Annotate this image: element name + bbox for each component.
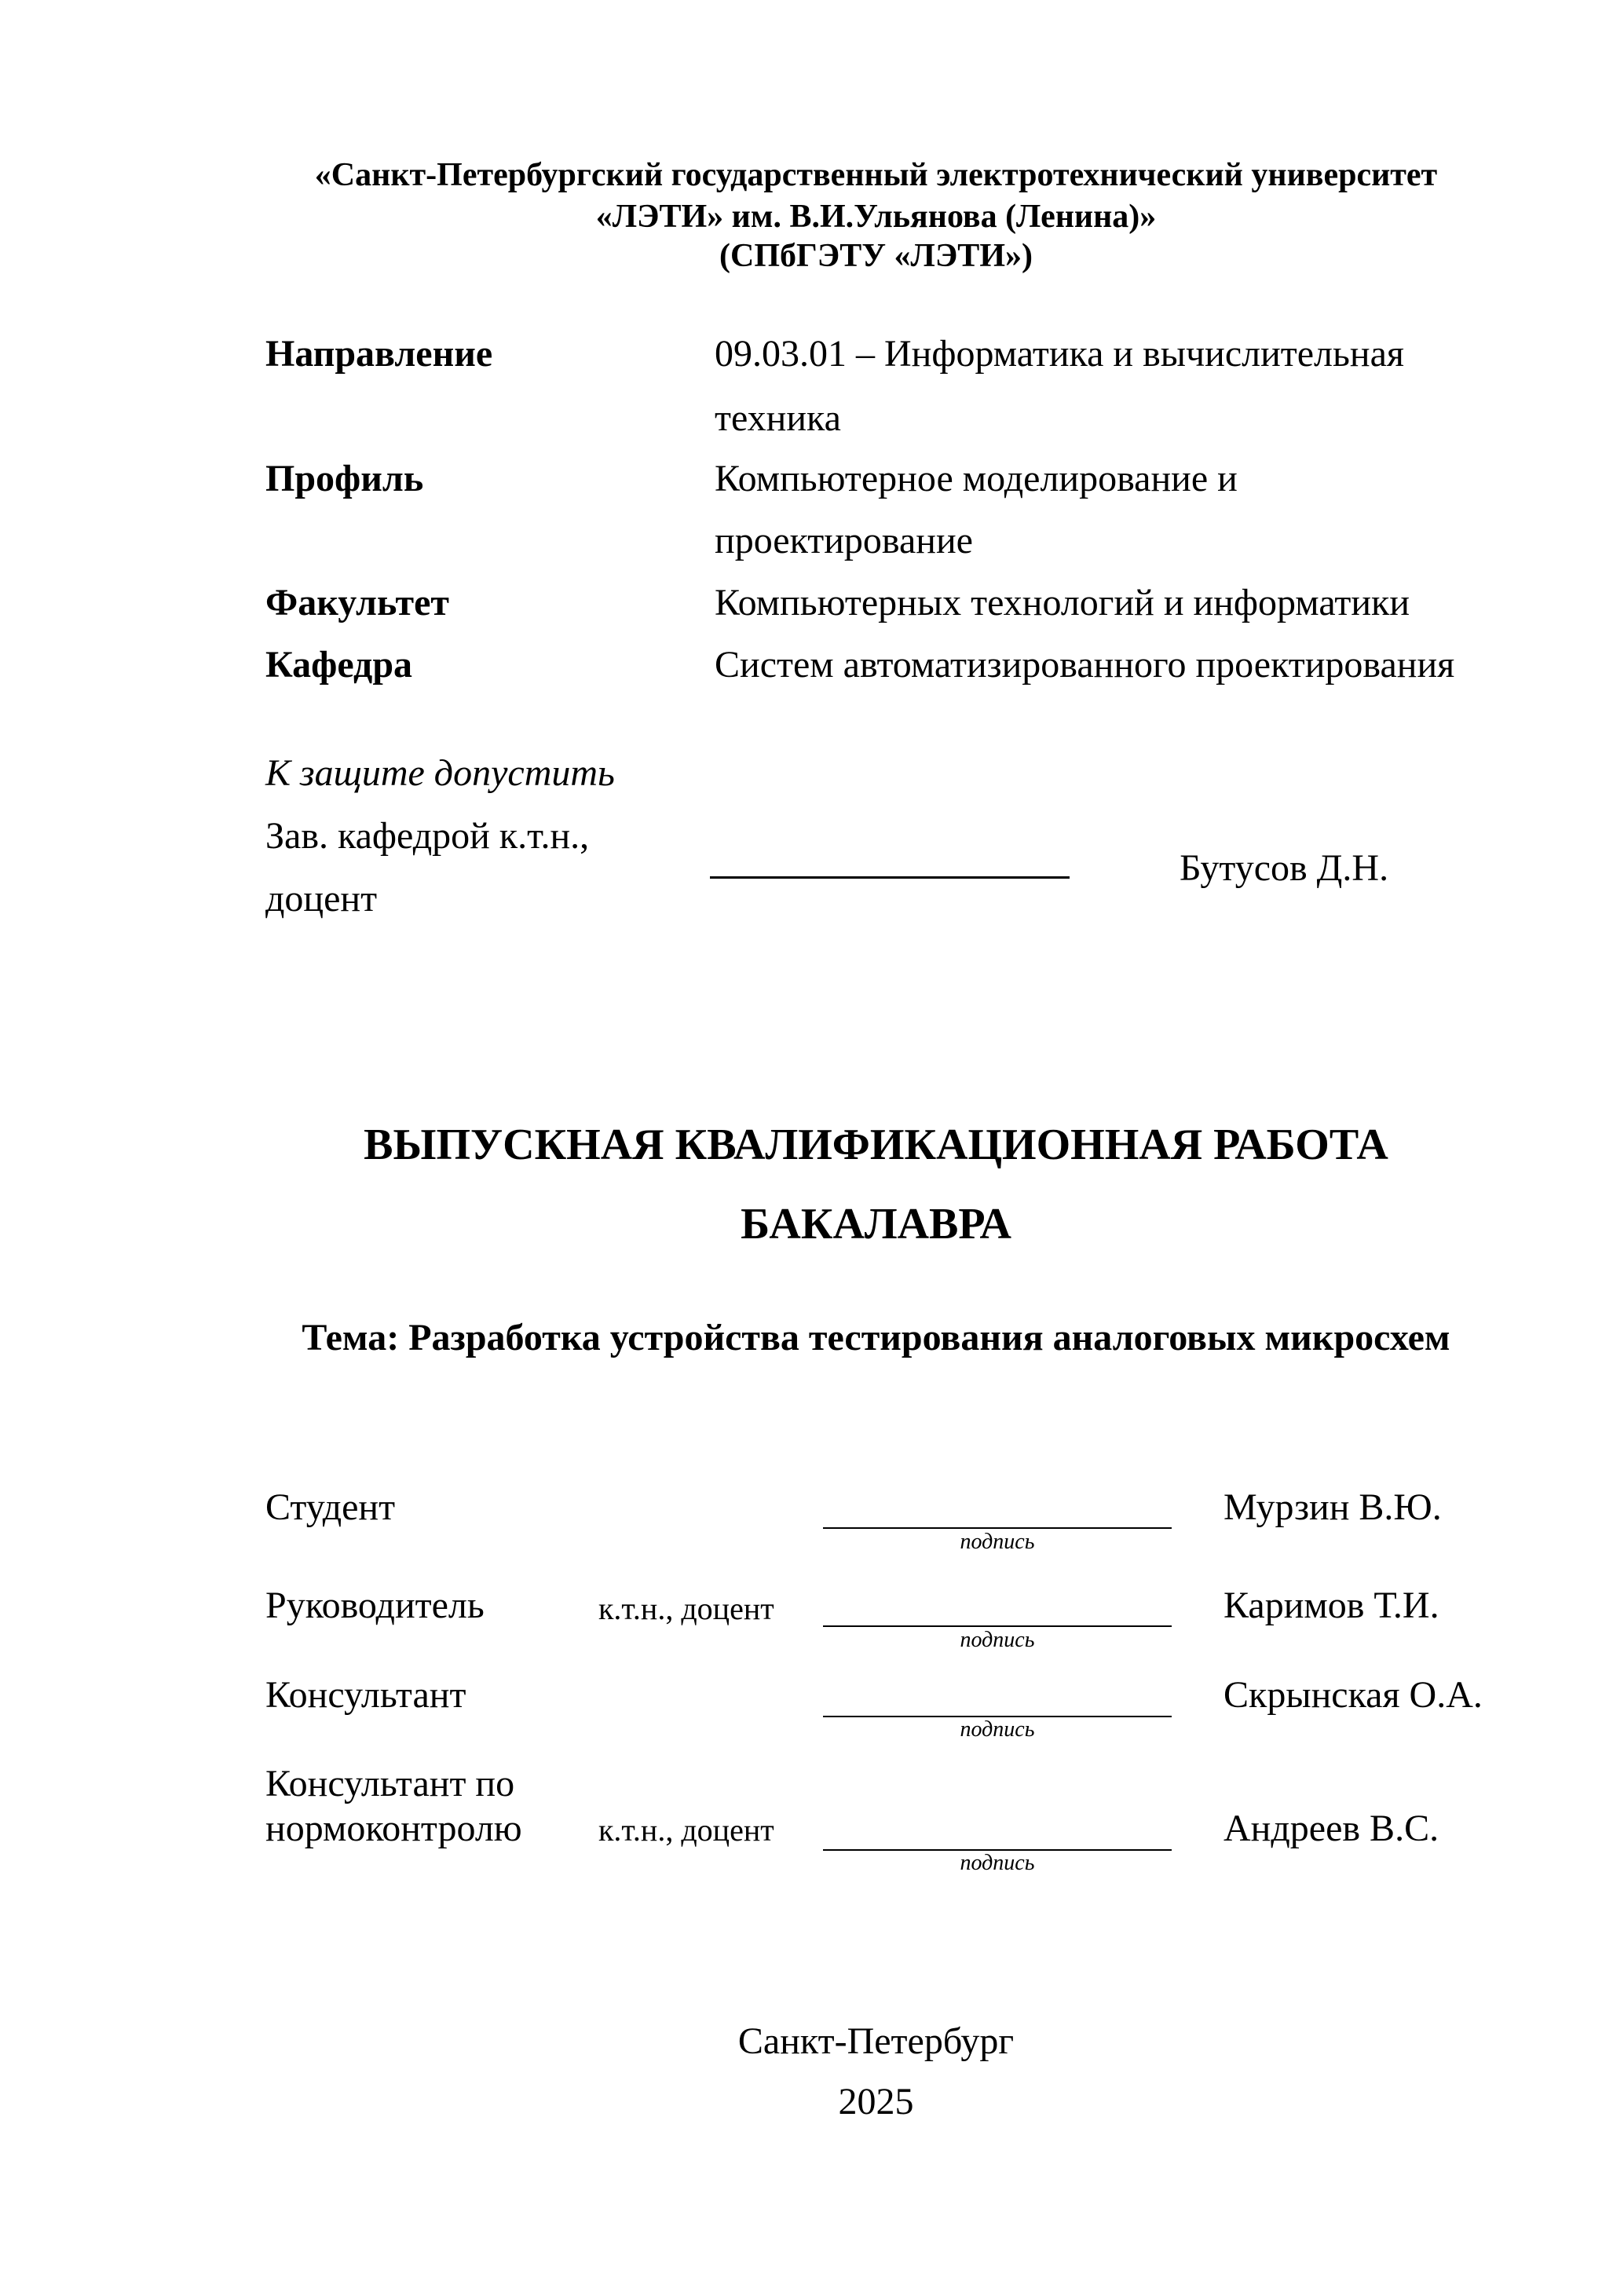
signature-name: Мурзин В.Ю. bbox=[1223, 1486, 1442, 1528]
footer-year: 2025 bbox=[838, 2081, 914, 2122]
signature-role-line-2: нормоконтролю bbox=[265, 1808, 522, 1849]
university-name-line-1: «Санкт-Петербургский государственный электротехнический университет bbox=[314, 157, 1438, 193]
info-label-profile: Профиль bbox=[265, 458, 424, 499]
thesis-title-line-2: БАКАЛАВРА bbox=[741, 1200, 1011, 1249]
approval-head-name: Бутусов Д.Н. bbox=[1180, 847, 1389, 889]
signature-caption: подпись bbox=[960, 1530, 1035, 1554]
signature-role-line-1: Консультант по bbox=[265, 1763, 515, 1804]
approval-heading: К защите допустить bbox=[265, 752, 615, 794]
thesis-topic: Тема: Разработка устройства тестирования аналоговых микросхем bbox=[302, 1317, 1450, 1358]
university-name-line-2: «ЛЭТИ» им. В.И.Ульянова (Ленина)» bbox=[595, 199, 1157, 235]
approval-position-line-2: доцент bbox=[265, 878, 378, 919]
signature-line bbox=[823, 1527, 1172, 1529]
info-label-direction: Направление bbox=[265, 333, 493, 375]
signature-degree: к.т.н., доцент bbox=[598, 1591, 774, 1626]
signature-line bbox=[823, 1625, 1172, 1627]
signature-caption: подпись bbox=[960, 1628, 1035, 1652]
info-label-faculty: Факультет bbox=[265, 582, 449, 623]
signature-role: Руководитель bbox=[265, 1585, 485, 1626]
signature-name: Скрынская О.А. bbox=[1223, 1674, 1483, 1716]
university-abbreviation: (СПбГЭТУ «ЛЭТИ») bbox=[719, 238, 1033, 274]
info-value-direction-line-1: 09.03.01 – Информатика и вычислительная bbox=[715, 333, 1404, 375]
signature-name: Каримов Т.И. bbox=[1223, 1585, 1439, 1626]
signature-degree: к.т.н., доцент bbox=[598, 1812, 774, 1848]
signature-caption: подпись bbox=[960, 1717, 1035, 1742]
approval-position-line-1: Зав. кафедрой к.т.н., bbox=[265, 815, 590, 857]
info-value-profile-line-2: проектирование bbox=[715, 520, 973, 561]
info-value-department: Систем автоматизированного проектирования bbox=[715, 644, 1455, 686]
info-label-department: Кафедра bbox=[265, 644, 413, 686]
info-value-direction-line-2: техника bbox=[715, 397, 841, 439]
footer-city: Санкт-Петербург bbox=[737, 2020, 1015, 2062]
thesis-title-line-1: ВЫПУСКНАЯ КВАЛИФИКАЦИОННАЯ РАБОТА bbox=[364, 1121, 1388, 1169]
signature-caption: подпись bbox=[960, 1851, 1035, 1875]
approval-signature-line bbox=[710, 876, 1070, 879]
signature-role: Консультант bbox=[265, 1674, 466, 1716]
info-value-faculty: Компьютерных технологий и информатики bbox=[715, 582, 1410, 623]
signature-role: Студент bbox=[265, 1486, 396, 1528]
signature-name: Андреев В.С. bbox=[1223, 1808, 1439, 1849]
info-value-profile-line-1: Компьютерное моделирование и bbox=[715, 458, 1238, 499]
